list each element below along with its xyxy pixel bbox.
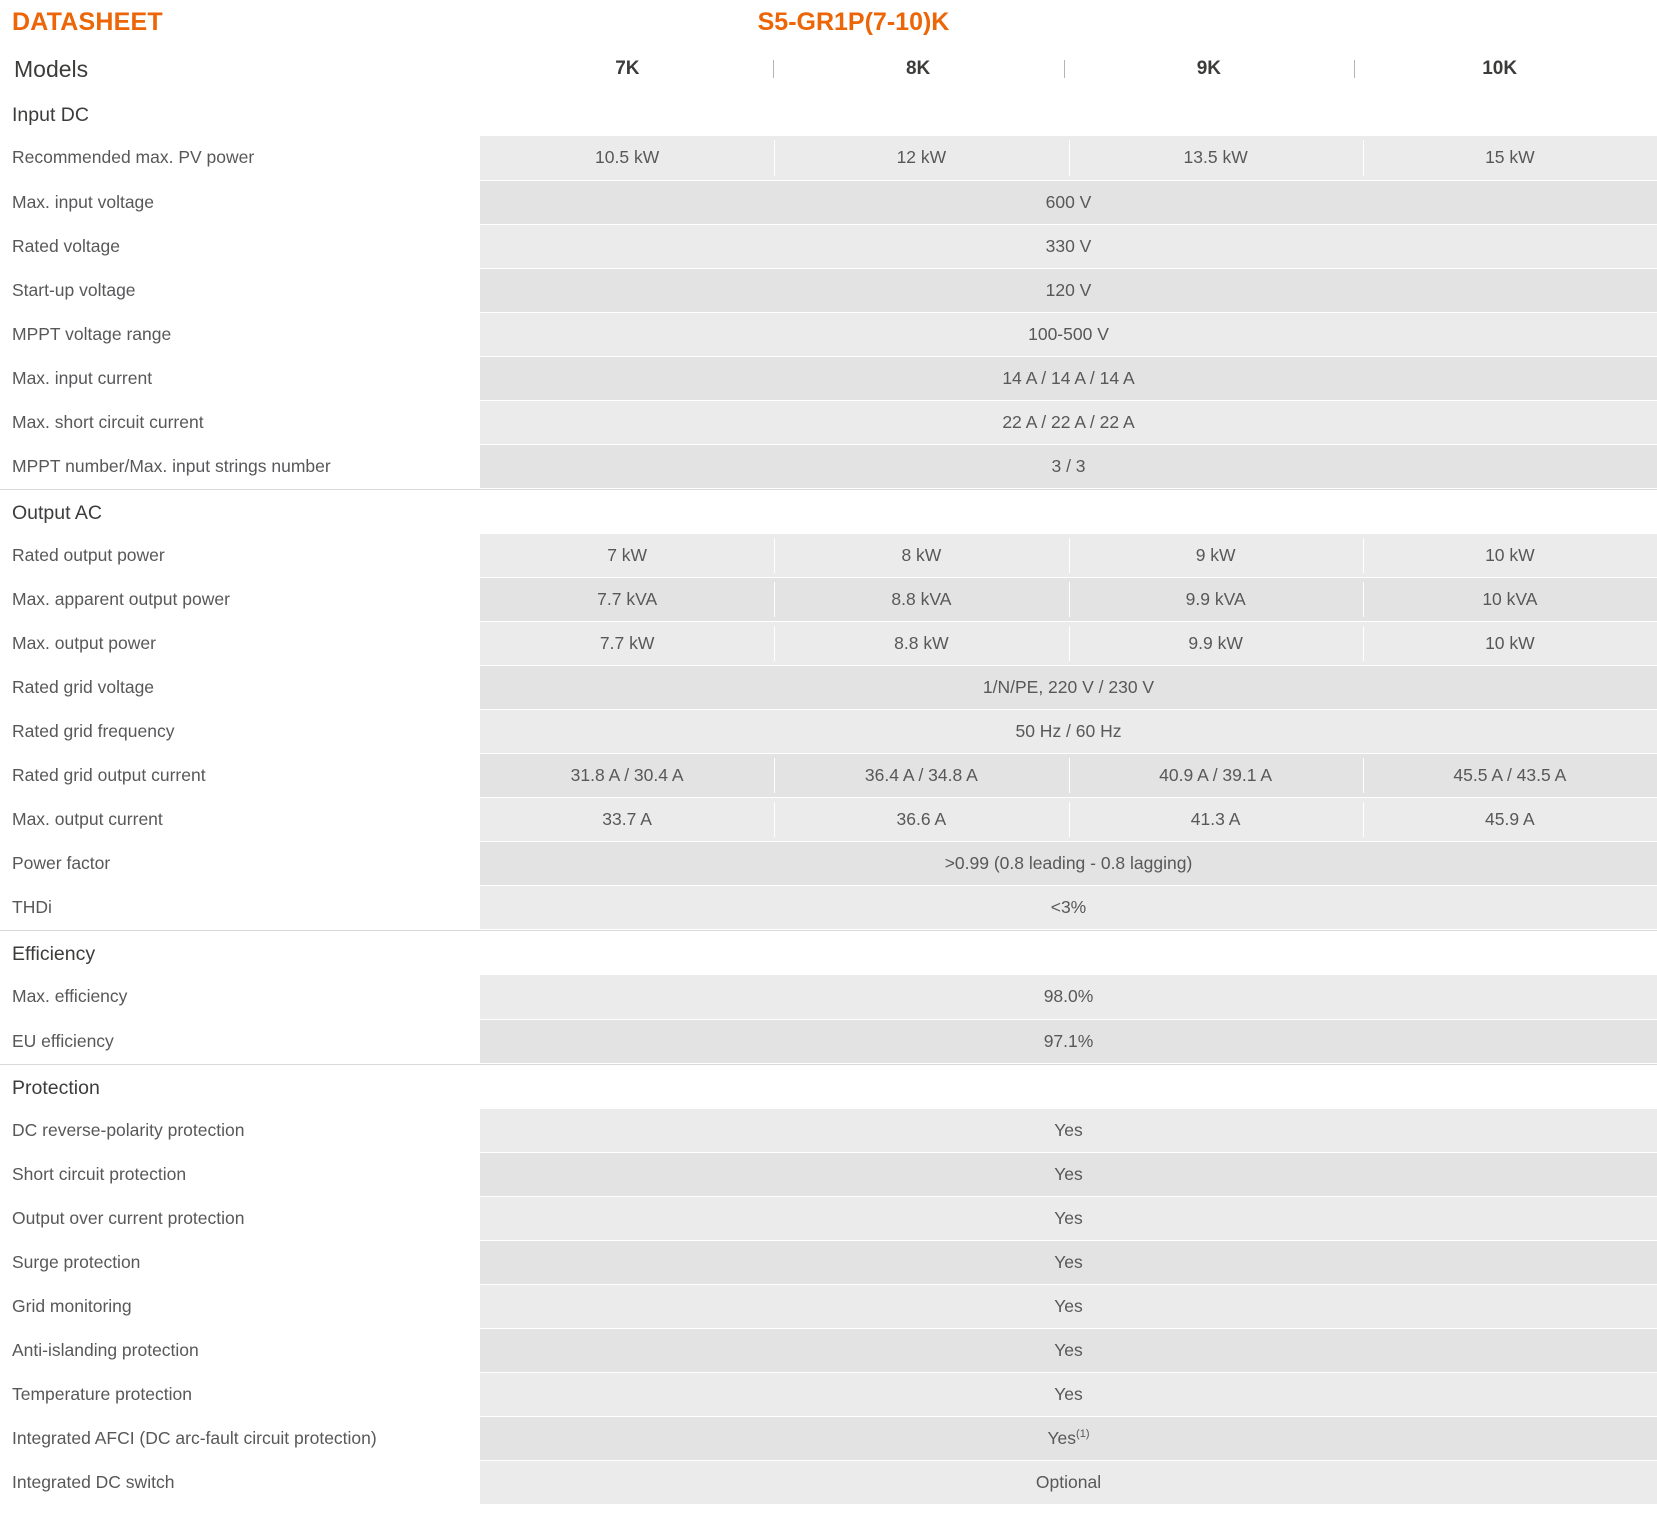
- spec-value-text: Yes: [1054, 1384, 1083, 1404]
- table-row: [0, 1461, 1657, 1505]
- spec-value: 8 kW: [774, 534, 1068, 578]
- spec-label: Max. short circuit current: [0, 400, 480, 444]
- model-column-2: 8K: [773, 58, 1064, 80]
- spec-label: EU efficiency: [0, 1019, 480, 1063]
- spec-label: Max. input current: [0, 356, 480, 400]
- spec-value-text: 22 A / 22 A / 22 A: [1002, 411, 1135, 432]
- model-column-3: 9K: [1064, 58, 1355, 80]
- spec-value: 13.5 kW: [1069, 136, 1363, 180]
- table-row: [0, 578, 1657, 622]
- spec-label: MPPT voltage range: [0, 312, 480, 356]
- table-row: [0, 1109, 1657, 1153]
- spec-value-text: 97.1%: [1043, 1030, 1094, 1051]
- spec-value-text: Yes: [1047, 1428, 1077, 1448]
- spec-value: [480, 1109, 1657, 1153]
- spec-label: Rated voltage: [0, 224, 480, 268]
- spec-label: Max. apparent output power: [0, 578, 480, 622]
- table-row: [0, 1285, 1657, 1329]
- spec-value-text: 120 V: [1045, 279, 1092, 300]
- spec-label: Start-up voltage: [0, 268, 480, 312]
- spec-value: 7.7 kVA: [480, 578, 774, 622]
- spec-label: Integrated DC switch: [0, 1461, 480, 1505]
- datasheet-label: DATASHEET: [12, 7, 163, 36]
- spec-value: 7 kW: [480, 534, 774, 578]
- spec-value-text: Yes: [1054, 1164, 1083, 1184]
- spec-label: THDi: [0, 886, 480, 930]
- models-label: Models: [14, 55, 89, 82]
- spec-value: 36.6 A: [774, 798, 1068, 842]
- spec-value: [480, 1285, 1657, 1329]
- spec-label: MPPT number/Max. input strings number: [0, 444, 480, 488]
- spec-value: 40.9 A / 39.1 A: [1069, 754, 1363, 798]
- table-row: [0, 1373, 1657, 1417]
- spec-value: 33.7 A: [480, 798, 774, 842]
- document-header: [0, 0, 1657, 46]
- table-row: [0, 400, 1657, 444]
- spec-label: DC reverse-polarity protection: [0, 1109, 480, 1153]
- table-row: [0, 754, 1657, 798]
- table-row: [0, 622, 1657, 666]
- spec-value: [480, 444, 1657, 488]
- spec-value: [480, 312, 1657, 356]
- spec-value: [480, 1241, 1657, 1285]
- spec-value: [480, 886, 1657, 930]
- spec-value: 9.9 kVA: [1069, 578, 1363, 622]
- spec-table: [0, 534, 1657, 931]
- spec-label: Rated grid voltage: [0, 666, 480, 710]
- spec-value-text: Optional: [1035, 1472, 1102, 1492]
- footnote-marker: (1): [1076, 1428, 1090, 1441]
- table-row: [0, 798, 1657, 842]
- section-heading: Efficiency: [0, 930, 1657, 975]
- product-model-title: S5-GR1P(7-10)K: [757, 7, 950, 36]
- spec-value: 9.9 kW: [1069, 622, 1363, 666]
- spec-value-text: Yes: [1054, 1296, 1083, 1316]
- spec-value: [480, 1019, 1657, 1063]
- spec-value: 10 kVA: [1363, 578, 1657, 622]
- spec-value: 15 kW: [1363, 136, 1657, 180]
- spec-value-text: 14 A / 14 A / 14 A: [1002, 367, 1135, 388]
- model-column-1: 7K: [615, 58, 640, 79]
- table-row: [0, 356, 1657, 400]
- spec-value: 10 kW: [1363, 534, 1657, 578]
- spec-sections: [0, 92, 1657, 1505]
- spec-label: Output over current protection: [0, 1197, 480, 1241]
- spec-label: Rated grid frequency: [0, 710, 480, 754]
- section-heading: Input DC: [12, 104, 89, 126]
- spec-value: 8.8 kVA: [774, 578, 1068, 622]
- table-row: [0, 136, 1657, 180]
- spec-value: 7.7 kW: [480, 622, 774, 666]
- spec-value: 8.8 kW: [774, 622, 1068, 666]
- spec-value: 41.3 A: [1069, 798, 1363, 842]
- spec-value: [480, 400, 1657, 444]
- spec-value: [480, 180, 1657, 224]
- table-row: [0, 1417, 1657, 1461]
- spec-value-text: Yes: [1054, 1208, 1083, 1228]
- spec-value-text: 1/N/PE, 220 V / 230 V: [982, 677, 1155, 697]
- spec-value: [480, 666, 1657, 710]
- spec-table: [0, 136, 1657, 489]
- models-header-row: [0, 46, 1657, 92]
- spec-value-text: 98.0%: [1043, 986, 1094, 1007]
- table-row: [0, 534, 1657, 578]
- spec-value: 10 kW: [1363, 622, 1657, 666]
- spec-value-text: >0.99 (0.8 leading - 0.8 lagging): [944, 853, 1193, 873]
- spec-value: [480, 224, 1657, 268]
- section-heading: Protection: [0, 1064, 1657, 1109]
- spec-label: Surge protection: [0, 1241, 480, 1285]
- spec-value: [480, 710, 1657, 754]
- spec-value-text: 600 V: [1045, 191, 1092, 212]
- table-row: [0, 1241, 1657, 1285]
- spec-value: 36.4 A / 34.8 A: [774, 754, 1068, 798]
- spec-value-text: 100-500 V: [1028, 323, 1109, 344]
- table-row: [0, 975, 1657, 1019]
- table-row: [0, 1153, 1657, 1197]
- spec-value-text: Yes: [1054, 1119, 1083, 1140]
- spec-value: [480, 1461, 1657, 1505]
- spec-table: [0, 1109, 1657, 1506]
- spec-label: Max. efficiency: [0, 975, 480, 1019]
- spec-label: Recommended max. PV power: [0, 136, 480, 180]
- spec-value-text: Yes: [1054, 1340, 1083, 1360]
- spec-value: [480, 975, 1657, 1019]
- spec-value: [480, 842, 1657, 886]
- table-row: [0, 886, 1657, 930]
- spec-label: Power factor: [0, 842, 480, 886]
- spec-value: [480, 356, 1657, 400]
- spec-label: Max. output power: [0, 622, 480, 666]
- spec-label: Anti-islanding protection: [0, 1329, 480, 1373]
- spec-value: [480, 1153, 1657, 1197]
- spec-value-text: 3 / 3: [1051, 455, 1086, 476]
- table-row: [0, 666, 1657, 710]
- table-row: [0, 312, 1657, 356]
- spec-value-text: <3%: [1050, 897, 1087, 917]
- spec-value: 45.5 A / 43.5 A: [1363, 754, 1657, 798]
- model-column-4: 10K: [1354, 58, 1645, 80]
- section-heading: Output AC: [0, 489, 1657, 534]
- spec-value: [480, 1373, 1657, 1417]
- table-row: [0, 444, 1657, 488]
- spec-label: Max. input voltage: [0, 180, 480, 224]
- spec-value: 10.5 kW: [480, 136, 774, 180]
- spec-value: [480, 1329, 1657, 1373]
- models-columns: [482, 58, 1645, 80]
- spec-label: Temperature protection: [0, 1373, 480, 1417]
- table-row: [0, 224, 1657, 268]
- spec-table: [0, 975, 1657, 1064]
- spec-label: Integrated AFCI (DC arc-fault circuit protection): [0, 1417, 480, 1461]
- spec-label: Max. output current: [0, 798, 480, 842]
- spec-label: Grid monitoring: [0, 1285, 480, 1329]
- spec-value: [480, 1417, 1657, 1461]
- table-row: [0, 842, 1657, 886]
- spec-value-text: 330 V: [1045, 235, 1092, 256]
- spec-value: [480, 268, 1657, 312]
- spec-label: Short circuit protection: [0, 1153, 480, 1197]
- table-row: [0, 1019, 1657, 1063]
- table-row: [0, 268, 1657, 312]
- spec-label: Rated grid output current: [0, 754, 480, 798]
- spec-label: Rated output power: [0, 534, 480, 578]
- table-row: [0, 710, 1657, 754]
- spec-value-text: 50 Hz / 60 Hz: [1015, 721, 1122, 741]
- spec-value-text: Yes: [1054, 1252, 1083, 1272]
- table-row: [0, 1197, 1657, 1241]
- table-row: [0, 1329, 1657, 1373]
- spec-value: [480, 1197, 1657, 1241]
- spec-value: 45.9 A: [1363, 798, 1657, 842]
- table-row: [0, 180, 1657, 224]
- spec-value: 31.8 A / 30.4 A: [480, 754, 774, 798]
- spec-value: 9 kW: [1069, 534, 1363, 578]
- spec-value: 12 kW: [774, 136, 1068, 180]
